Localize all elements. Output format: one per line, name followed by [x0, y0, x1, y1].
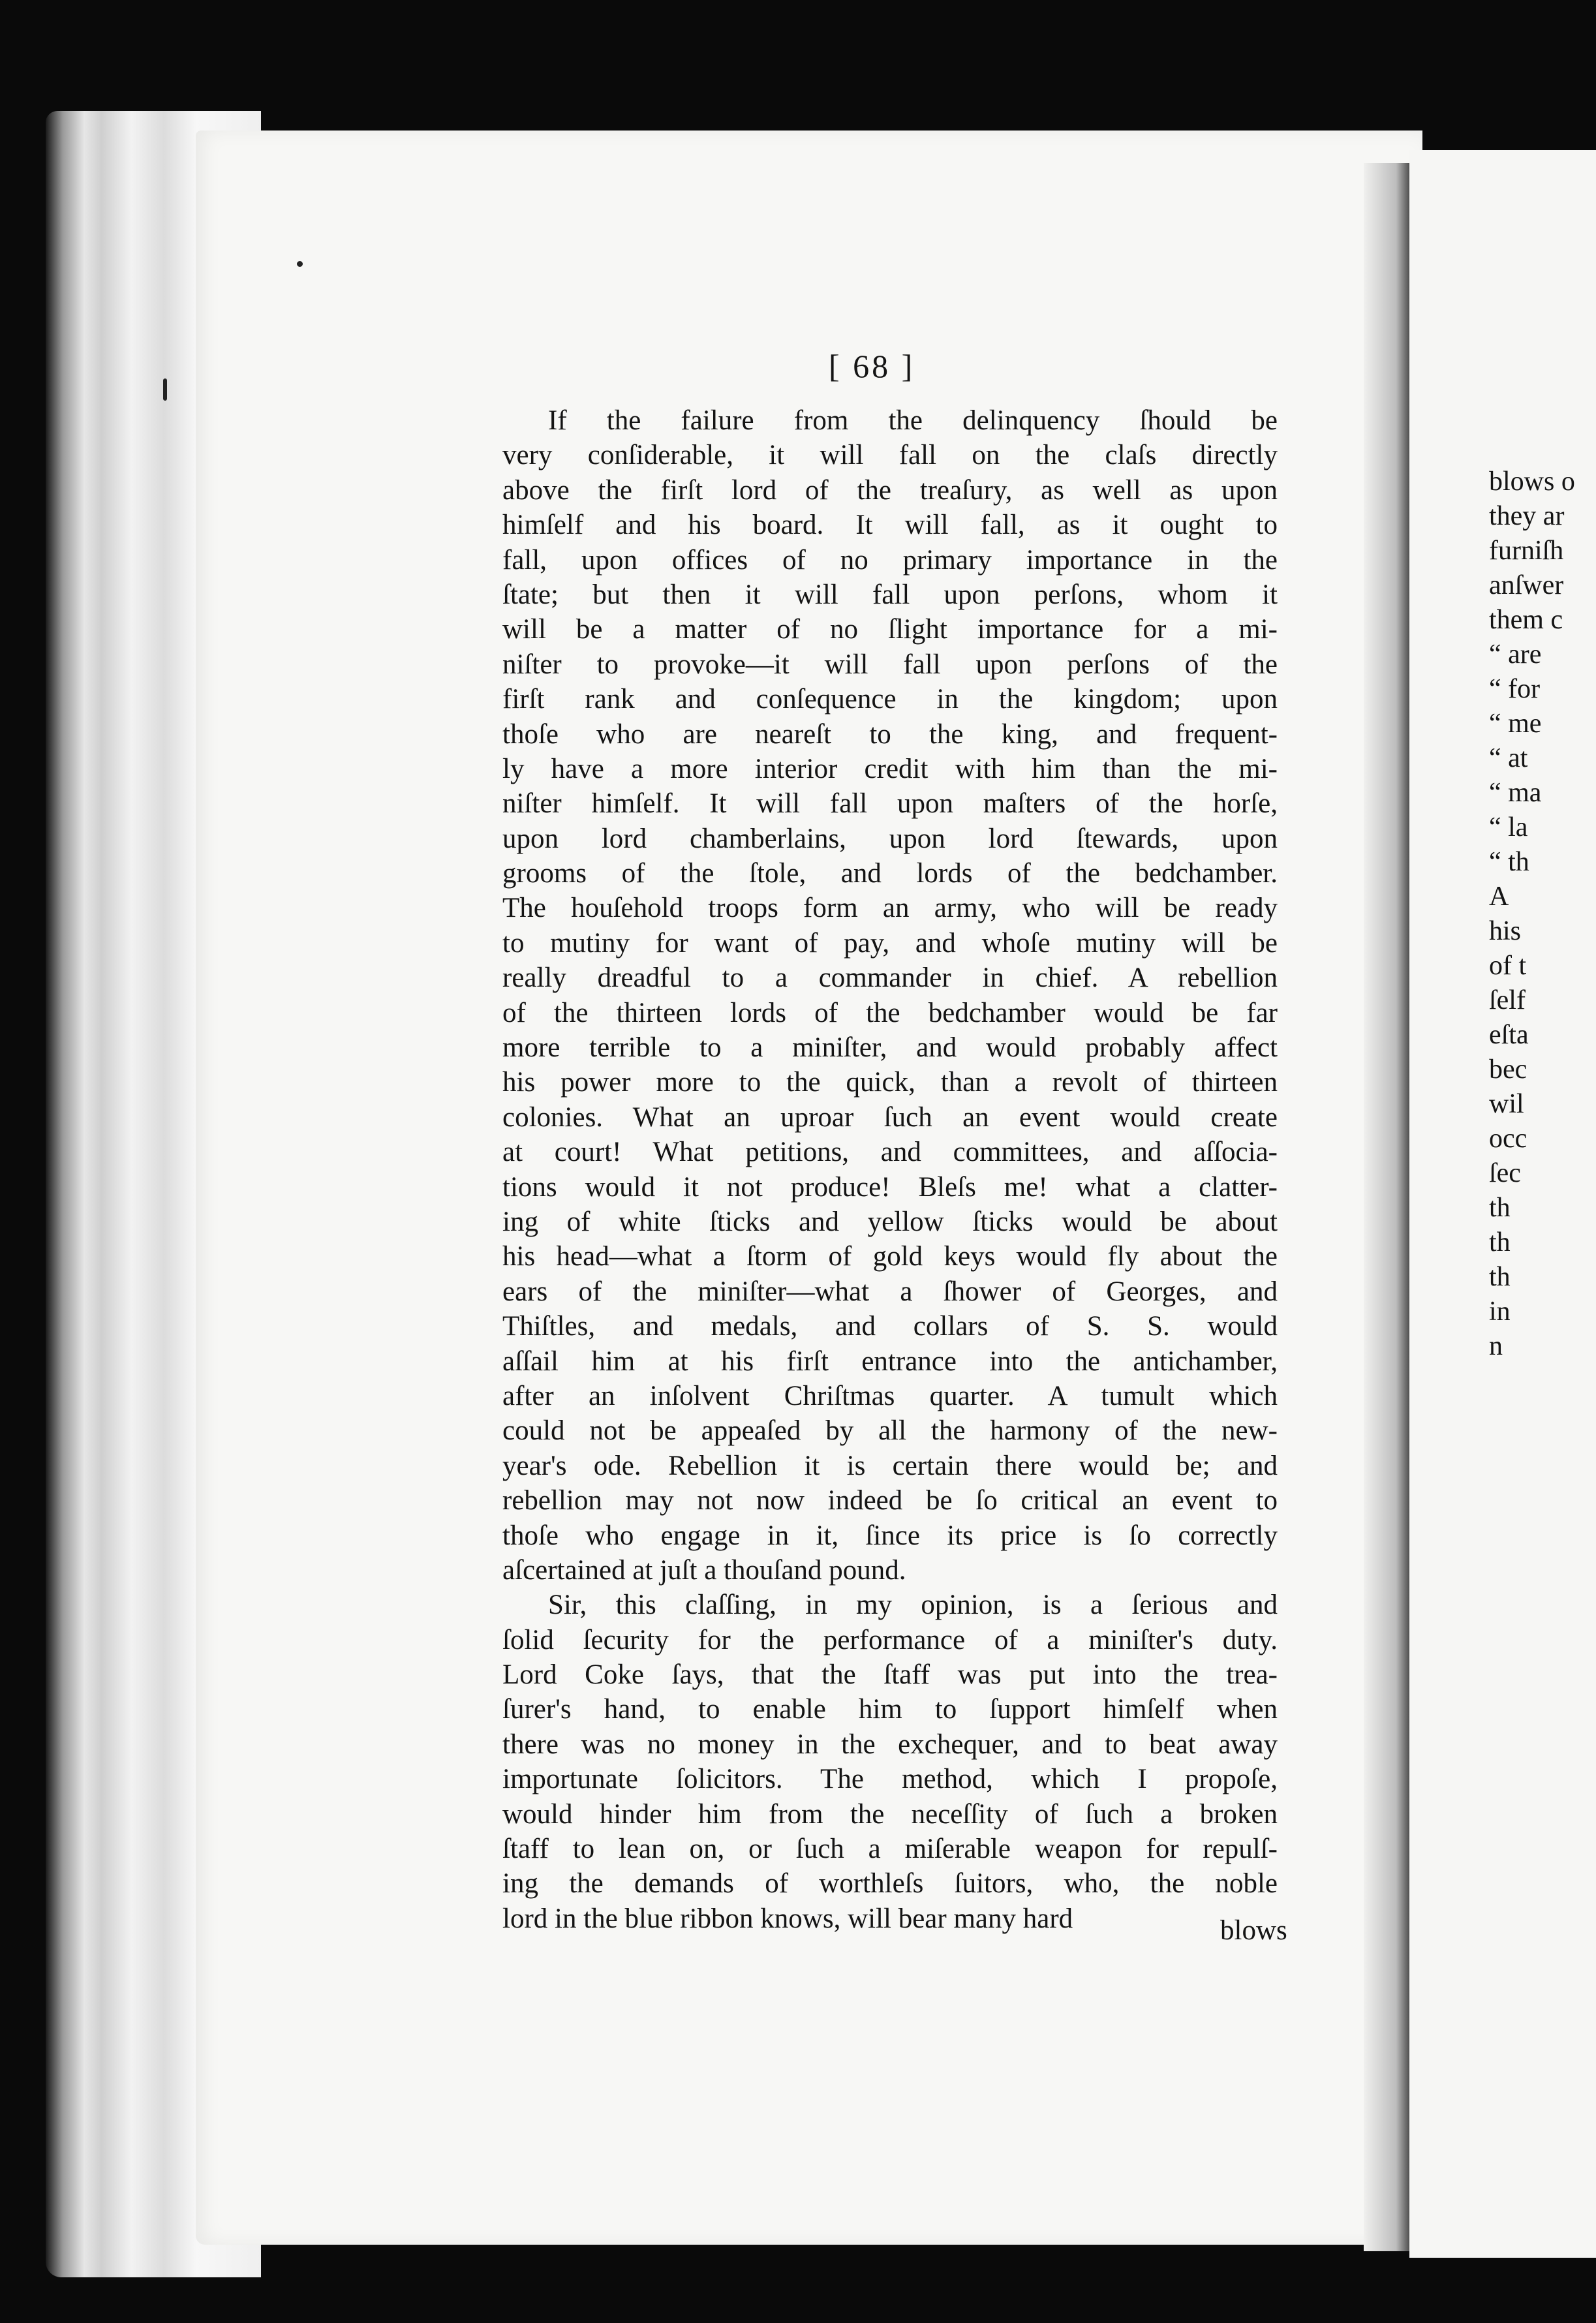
text-line: tions would it not produce! Bleſs me! what a clatter- — [502, 1171, 1278, 1203]
page-number: [ 68 ] — [829, 348, 915, 384]
body-text — [502, 403, 1278, 1936]
ink-speck — [297, 261, 303, 267]
text-line: his head—what a ſtorm of gold keys would fly about the — [502, 1241, 1278, 1272]
text-line: niſter himſelf. It will fall upon maſters of the horſe, — [502, 788, 1278, 820]
right-page-line-fragment: “ at — [1489, 743, 1528, 773]
text-line: ly have a more interior credit with him than the mi- — [502, 753, 1278, 784]
right-page-line-fragment: his — [1489, 916, 1522, 946]
right-page-line-fragment: n — [1489, 1331, 1503, 1361]
right-page-line-fragment: in — [1489, 1297, 1511, 1327]
text-line: year's ode. Rebellion it is certain there would be; and — [502, 1450, 1278, 1481]
text-line: fall, upon offices of no primary importance in the — [502, 544, 1278, 576]
right-page-line-fragment: wil — [1489, 1089, 1524, 1119]
right-page-line-fragment: “ ma — [1489, 778, 1542, 808]
right-page-line-fragment: they ar — [1489, 501, 1565, 531]
text-line: lord in the blue ribbon knows, will bear many hard — [502, 1903, 1073, 1934]
text-line: there was no money in the exchequer, and to beat away — [502, 1729, 1278, 1760]
right-page-line-fragment: “ th — [1489, 847, 1529, 877]
right-page-line-fragment: them c — [1489, 605, 1563, 635]
right-page-line-fragment: “ me — [1489, 709, 1542, 739]
right-page-line-fragment: ſec — [1489, 1158, 1521, 1188]
right-page-line-fragment: ſelf — [1489, 985, 1526, 1015]
text-line: will be a matter of no ſlight importance for a mi- — [502, 614, 1278, 645]
right-page-line-fragment: th — [1489, 1227, 1511, 1257]
text-line: of the thirteen lords of the bedchamber would be far — [502, 997, 1278, 1028]
right-page-line-fragment: anſwer — [1489, 570, 1564, 600]
right-page-line-fragment: occ — [1489, 1124, 1527, 1154]
text-line: The houſehold troops form an army, who will be ready — [502, 893, 1278, 924]
text-line: Thiſtles, and medals, and collars of S. S. would — [502, 1311, 1278, 1342]
right-page-line-fragment: th — [1489, 1262, 1511, 1292]
text-line: could not be appeaſed by all the harmony of the new- — [502, 1415, 1278, 1447]
text-line: really dreadful to a commander in chief. A rebellion — [502, 962, 1278, 994]
right-page-line-fragment: blows o — [1489, 467, 1575, 497]
text-line: ing of white ſticks and yellow ſticks would be about — [502, 1206, 1278, 1237]
text-line: himſelf and his board. It will fall, as it ought to — [502, 510, 1278, 541]
text-line: Lord Coke ſays, that the ſtaff was put into the trea- — [502, 1659, 1278, 1691]
text-line: thoſe who engage in it, ſince its price is ſo correctly — [502, 1520, 1278, 1551]
catchword: blows — [1220, 1915, 1287, 1946]
right-page-line-fragment: “ are — [1489, 639, 1542, 669]
text-line: at court! What petitions, and committees, and aſſocia- — [502, 1137, 1278, 1168]
text-line: rebellion may not now indeed be ſo critical an event to — [502, 1485, 1278, 1516]
text-line: ſtate; but then it will fall upon perſons, whom it — [502, 579, 1278, 610]
text-line: grooms of the ſtole, and lords of the bedchamber. — [502, 858, 1278, 889]
text-line: importunate ſolicitors. The method, which I propoſe, — [502, 1764, 1278, 1795]
right-page-line-fragment: A — [1489, 882, 1509, 912]
right-page-line-fragment: “ for — [1489, 674, 1541, 704]
text-line: thoſe who are neareſt to the king, and frequent- — [502, 718, 1278, 750]
right-page-line-fragment: bec — [1489, 1054, 1527, 1085]
text-line: aſſail him at his firſt entrance into the antichamber, — [502, 1346, 1278, 1377]
text-line: would hinder him from the neceſſity of ſuch a broken — [502, 1798, 1278, 1830]
text-line: colonies. What an uproar ſuch an event would create — [502, 1101, 1278, 1133]
right-page-line-fragment: th — [1489, 1193, 1511, 1223]
text-line: firſt rank and conſequence in the kingdom; upon — [502, 684, 1278, 715]
right-page-text-fragments — [1489, 465, 1596, 1364]
text-line: ſolid ſecurity for the performance of a miniſter's duty. — [502, 1624, 1278, 1655]
text-line: upon lord chamberlains, upon lord ſtewards, upon — [502, 823, 1278, 854]
right-page-line-fragment: “ la — [1489, 812, 1528, 842]
right-page-line-fragment: furniſh — [1489, 536, 1564, 566]
text-line: to mutiny for want of pay, and whoſe mutiny will be — [502, 927, 1278, 959]
text-line: aſcertained at juſt a thouſand pound. — [502, 1554, 906, 1586]
text-line: niſter to provoke—it will fall upon perſons of the — [502, 649, 1278, 680]
text-line: ſurer's hand, to enable him to ſupport himſelf when — [502, 1694, 1278, 1725]
ink-mark — [163, 378, 167, 401]
text-line: If the failure from the delinquency ſhould be — [548, 405, 1278, 436]
right-page-line-fragment: eſta — [1489, 1020, 1529, 1050]
text-line: ing the demands of worthleſs ſuitors, who, the noble — [502, 1868, 1278, 1900]
text-line: more terrible to a miniſter, and would probably affect — [502, 1032, 1278, 1064]
right-page-line-fragment: of t — [1489, 951, 1527, 981]
text-line: above the firſt lord of the treaſury, as well as upon — [502, 474, 1278, 506]
text-line: his power more to the quick, than a revolt of thirteen — [502, 1067, 1278, 1098]
text-line: ſtaff to lean on, or ſuch a miſerable weapon for repulſ- — [502, 1834, 1278, 1865]
text-line: ears of the miniſter—what a ſhower of Georges, and — [502, 1276, 1278, 1307]
text-line: very conſiderable, it will fall on the claſs directly — [502, 440, 1278, 471]
text-line: after an inſolvent Chriſtmas quarter. A tumult which — [502, 1380, 1278, 1411]
text-line: Sir, this claſſing, in my opinion, is a ſerious and — [548, 1590, 1278, 1621]
